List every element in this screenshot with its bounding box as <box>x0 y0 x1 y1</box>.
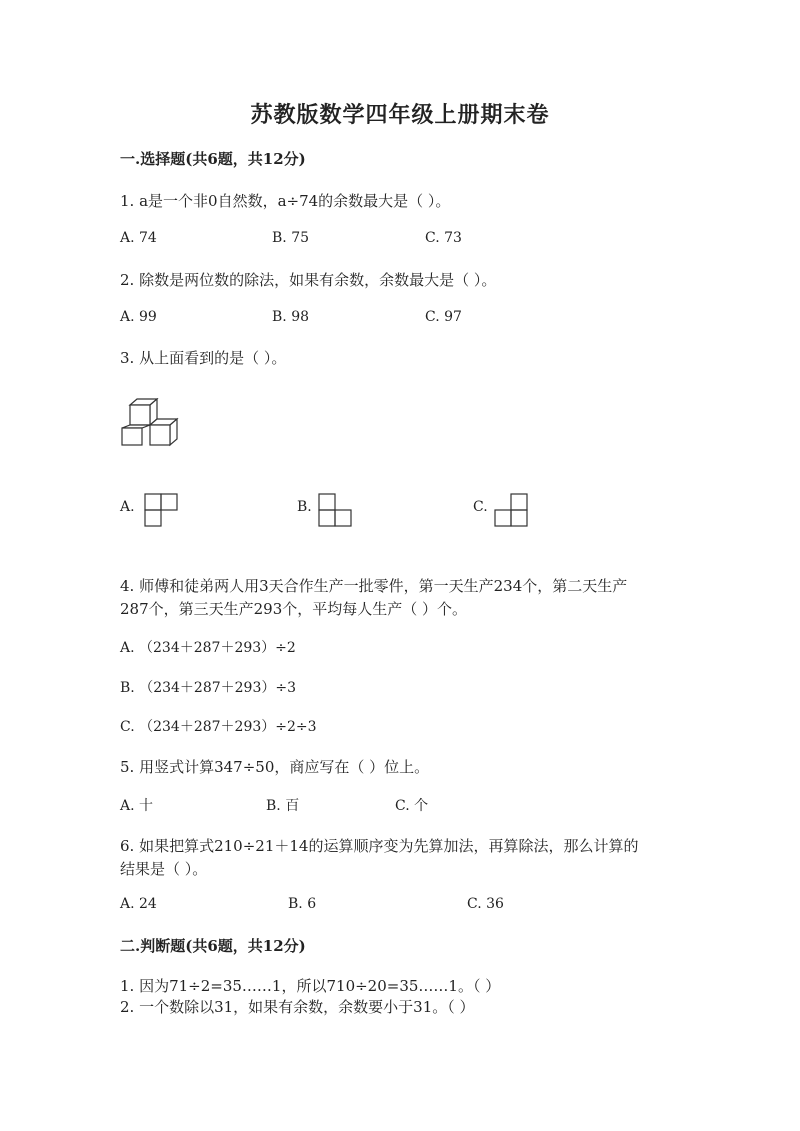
judgement-2: 2. 一个数除以31，如果有余数，余数要小于31。（ ） <box>120 998 475 1016</box>
question-3: 3. 从上面看到的是（ ）。 <box>120 349 287 367</box>
q3-option-b: B. <box>297 499 312 515</box>
q6-option-b: B. 6 <box>288 896 317 912</box>
question-1: 1. a是一个非0自然数，a÷74的余数最大是（ ）。 <box>120 192 451 210</box>
question-2: 2. 除数是两位数的除法，如果有余数，余数最大是（ ）。 <box>120 271 497 289</box>
q3-option-b-figure <box>317 492 353 528</box>
q4-option-c: C. （234＋287＋293）÷2÷3 <box>120 719 317 735</box>
q4-option-a: A. （234＋287＋293）÷2 <box>120 640 296 656</box>
section-heading-choice: 一.选择题(共6题，共12分) <box>120 150 306 168</box>
page-title: 苏教版数学四年级上册期末卷 <box>250 102 550 128</box>
q2-option-a: A. 99 <box>120 309 157 325</box>
question-6-line-1: 6. 如果把算式210÷21＋14的运算顺序变为先算加法，再算除法，那么计算的 <box>120 837 639 855</box>
question-5: 5. 用竖式计算347÷50，商应写在（ ）位上。 <box>120 758 430 776</box>
q5-option-c: C. 个 <box>395 798 429 814</box>
q5-option-b: B. 百 <box>266 798 300 814</box>
q5-option-a: A. 十 <box>120 798 154 814</box>
question-4-line-2: 287个，第三天生产293个，平均每人生产（ ）个。 <box>120 600 468 618</box>
q1-option-c: C. 73 <box>425 230 462 246</box>
q3-option-a-figure <box>143 492 179 528</box>
q1-option-a: A. 74 <box>120 230 157 246</box>
question-6-line-2: 结果是（ ）。 <box>120 860 208 878</box>
q6-option-a: A. 24 <box>120 896 157 912</box>
q6-option-c: C. 36 <box>467 896 504 912</box>
q3-option-c: C. <box>473 499 488 515</box>
judgement-1: 1. 因为71÷2=35……1，所以710÷20=35……1。（ ） <box>120 977 501 995</box>
section-heading-judgement: 二.判断题(共6题，共12分) <box>120 937 306 955</box>
cube-stack-figure <box>120 398 182 448</box>
q2-option-c: C. 97 <box>425 309 462 325</box>
q1-option-b: B. 75 <box>272 230 310 246</box>
q3-option-c-figure <box>493 492 529 528</box>
q4-option-b: B. （234＋287＋293）÷3 <box>120 680 296 696</box>
q2-option-b: B. 98 <box>272 309 310 325</box>
q3-option-a: A. <box>120 499 135 515</box>
question-4-line-1: 4. 师傅和徒弟两人用3天合作生产一批零件，第一天生产234个，第二天生产 <box>120 577 628 595</box>
